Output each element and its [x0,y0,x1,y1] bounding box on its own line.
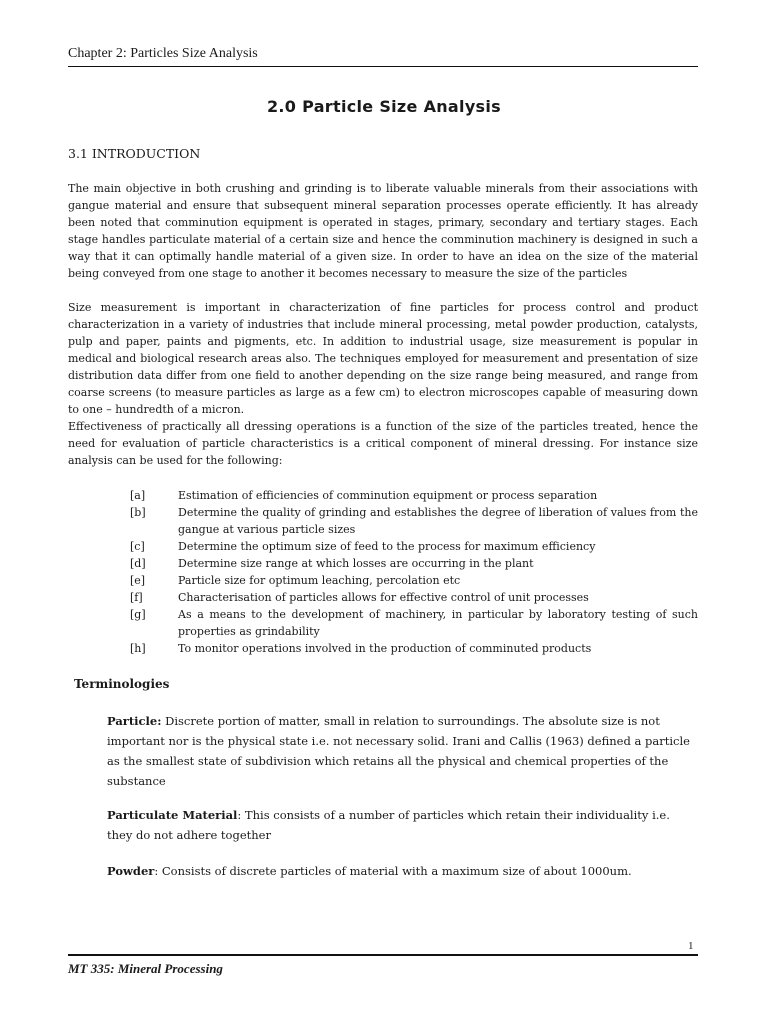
list-item [130,589,698,606]
term-definition: : Consists of discrete particles of material with a maximum size of about 1000um. [154,864,632,878]
paragraph-effectiveness: Effectiveness of practically all dressing operations is a function of the size of the particles treated, hence the need for evaluation of particle characteristics is a critical component of mineral dressing. For instance size analysis can be used for the following: [68,420,698,467]
terminologies-heading: Terminologies [74,677,170,691]
term-label: Particulate Material [107,808,238,822]
paragraph-size-measurement: Size measurement is important in characterization of fine particles for process control and product characterization in a variety of industries that include mineral processing, metal powder production, catalysts, pulp and paper, paints and pigments, etc. In addition to industrial usage, size measurement is popular in medical and biological research areas also. The techniques employed for measurement and presentation of size distribution data differ from one field to another depending on the size range being measured, and range from coarse screens (to measure particles as large as a few cm) to electron microscopes capable of measuring down to one – hundredth of a micron. [68,301,698,416]
list-text: Characterisation of particles allows for effective control of unit processes [178,591,589,604]
term-label: Particle: [107,714,162,728]
list-item [130,555,698,572]
list-text: To monitor operations involved in the production of comminuted products [178,642,592,655]
list-marker: [e] [130,574,146,587]
definition-particulate-material [107,805,697,845]
list-marker: [f] [130,591,143,604]
list-marker: [c] [130,540,145,553]
term-label: Powder [107,864,155,878]
list-item [130,487,698,504]
term-definition: Discrete portion of matter, small in relation to surroundings. The absolute size is not important nor is the physical state i.e. not necessary solid. Irani and Callis (1963) defined a particle as the smallest state of subdivision which retains all the physical and chemical properties of the substance [107,714,690,788]
list-text: As a means to the development of machinery, in particular by laboratory testing of such properties as grindability [178,608,698,638]
list-marker: [a] [130,489,146,502]
course-footer: MT 335: Mineral Processing [68,961,223,976]
list-marker: [d] [130,557,146,570]
list-marker: [h] [130,642,146,655]
footer-divider [68,954,698,956]
paragraph-intro: The main objective in both crushing and grinding is to liberate valuable minerals from their associations with gangue material and ensure that subsequent mineral separation processes operate efficiently. It has already been noted that comminution equipment is operated in stages, primary, secondary and tertiary stages. Each stage handles particulate material of a certain size and hence the comminution machinery is designed in such a way that it can optimally handle material of a given size. In order to have an idea on the size of the material being conveyed from one stage to another it becomes necessary to measure the size of the particles [68,182,698,280]
list-text: Estimation of efficiencies of comminution equipment or process separation [178,489,598,502]
list-text: Particle size for optimum leaching, percolation etc [178,574,461,587]
uses-list [130,487,698,657]
list-marker: [b] [130,506,146,519]
list-text: Determine the quality of grinding and establishes the degree of liberation of values from the gangue at various particle sizes [178,506,698,536]
list-marker: [g] [130,608,146,621]
list-item [130,572,698,589]
definition-powder [107,861,697,881]
page-number: 1 [688,940,694,952]
term-definition: : This consists of a number of particles which retain their individuality i.e. they do not adhere together [107,808,670,842]
chapter-header: Chapter 2: Particles Size Analysis [68,46,698,67]
page-title: 2.0 Particle Size Analysis [267,97,501,116]
section-heading: 3.1 INTRODUCTION [68,146,201,161]
list-item [130,640,698,657]
list-item [130,538,698,555]
list-item [130,606,698,640]
list-text: Determine size range at which losses are occurring in the plant [178,557,534,570]
list-item [130,504,698,538]
definition-particle [107,711,697,791]
list-text: Determine the optimum size of feed to the process for maximum efficiency [178,540,596,553]
